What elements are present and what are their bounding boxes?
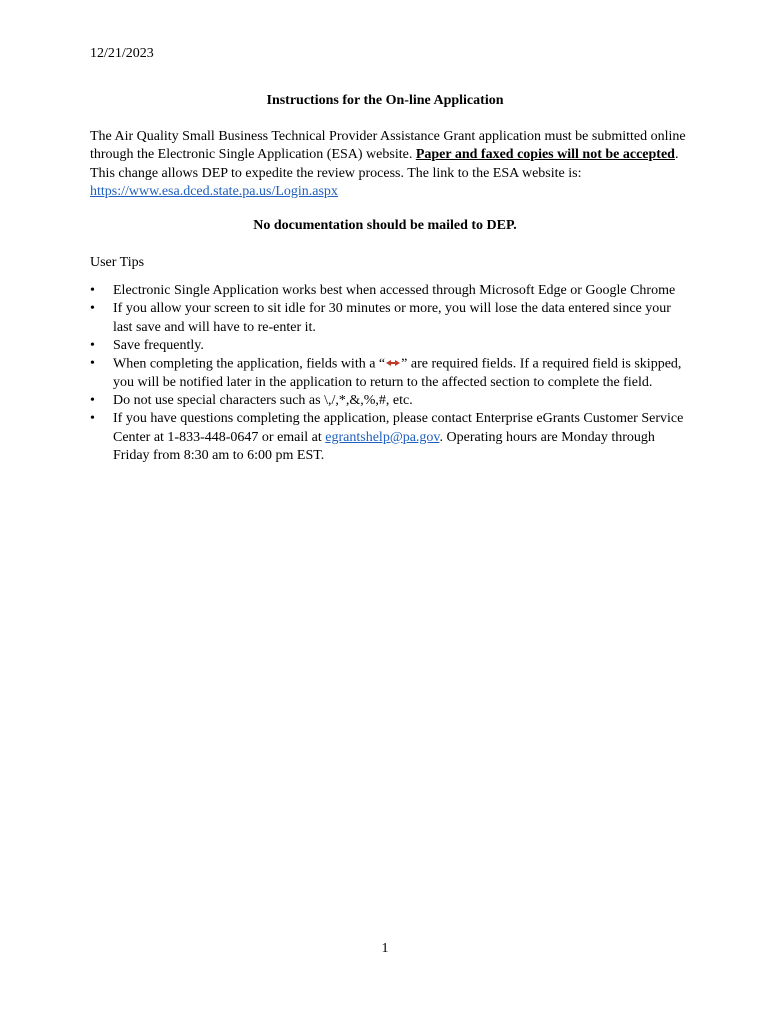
page-number: 1	[381, 941, 389, 956]
list-item	[90, 300, 690, 337]
list-item	[90, 337, 690, 355]
tip-contact-before: If you have questions completing the application, please contact Enterprise eGrants Customer Service Center at 1-833-448-0647 or email at	[113, 411, 684, 445]
bullet-icon: •	[90, 356, 95, 372]
list-item	[90, 410, 690, 465]
bullet-icon: •	[90, 393, 95, 409]
intro-emphasis: Paper and faxed copies will not be accepted	[415, 147, 675, 163]
intro-text-1: The Air Quality Small Business Technical Provider Assistance Grant application must be submitted online through the Electronic Single Application (ESA) website.	[90, 129, 686, 163]
tips-list	[90, 282, 690, 465]
bullet-icon: •	[90, 337, 95, 353]
bullet-icon: •	[90, 301, 95, 317]
list-item	[90, 282, 690, 300]
tip-required-before: When completing the application, fields with a “	[113, 356, 386, 372]
support-email-link[interactable]: egrantshelp@pa.gov	[325, 429, 440, 445]
tip-idle-timeout: If you allow your screen to sit idle for 30 minutes or more, you will lose the data entered since your last save and will have to re-enter it.	[113, 301, 671, 335]
page-title: Instructions for the On-line Application	[266, 93, 504, 108]
bullet-icon: •	[90, 283, 95, 298]
document-date: 12/21/2023	[90, 46, 154, 61]
intro-text-2: . This change allows DEP to expedite the review process. The link to the ESA website is:	[90, 147, 679, 181]
list-item	[90, 392, 690, 410]
tips-heading: User Tips	[90, 255, 145, 270]
tip-special-characters: Do not use special characters such as \,/,*,&,%,#, etc.	[113, 393, 413, 409]
tip-contact-after: . Operating hours are Monday through Friday from 8:30 am to 6:00 pm EST.	[113, 429, 655, 464]
bullet-icon: •	[90, 411, 95, 427]
red-diamond-arrow-icon	[386, 355, 400, 373]
tip-required-after: ” are required fields. If a required field is skipped, you will be notified later in the application to return to the affected section to complete the field.	[113, 356, 682, 390]
list-item	[90, 355, 690, 392]
tip-save: Save frequently.	[113, 337, 204, 353]
esa-website-link[interactable]: https://www.esa.dced.state.pa.us/Login.aspx	[90, 183, 338, 199]
mail-notice: No documentation should be mailed to DEP.	[253, 218, 517, 233]
intro-paragraph	[90, 128, 690, 201]
tip-browser: Electronic Single Application works best when accessed through Microsoft Edge or Google Chrome	[113, 283, 676, 298]
